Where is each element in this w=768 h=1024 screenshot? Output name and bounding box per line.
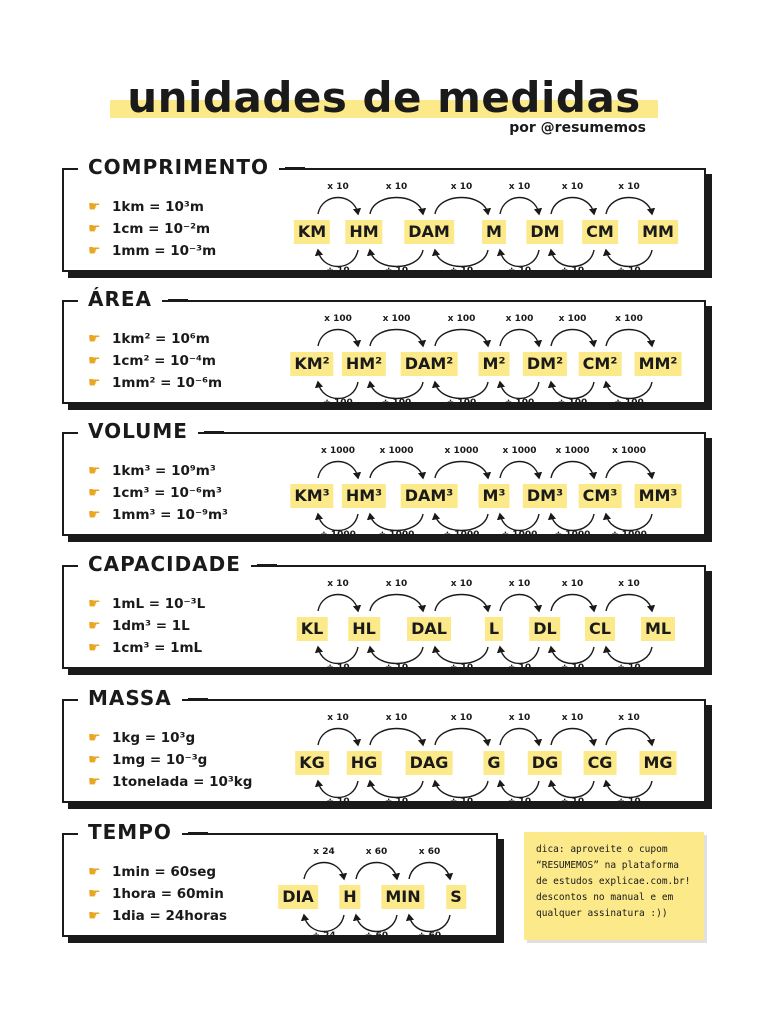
fact-text: 1cm² = 10⁻⁴m — [112, 353, 216, 369]
pointing-hand-icon: ☛ — [88, 199, 101, 215]
fact-text: 1cm³ = 10⁻⁶m³ — [112, 485, 222, 501]
divide-label: ÷ 1000 — [554, 530, 591, 540]
section-capacidade — [62, 552, 706, 673]
pointing-hand-icon: ☛ — [88, 864, 101, 880]
fact-item — [88, 350, 222, 372]
multiply-label: x 10 — [450, 182, 473, 192]
multiply-label: x 100 — [558, 314, 587, 324]
divide-arrow — [500, 647, 539, 664]
multiply-arrow — [551, 198, 594, 215]
conversion-strip — [282, 709, 692, 813]
multiply-label: x 10 — [385, 579, 408, 589]
divide-label: ÷ 10 — [384, 663, 409, 673]
conversion-strip — [282, 178, 692, 282]
unit-chip: DAM³ — [401, 484, 458, 508]
unit-chip: MIN — [381, 885, 424, 909]
multiply-label: x 100 — [324, 314, 352, 324]
multiply-arrow — [551, 729, 594, 746]
fact-item — [88, 615, 205, 637]
divide-arrow — [500, 382, 539, 399]
tip-line: dica: aproveite o cupom — [536, 844, 668, 855]
divide-arrow — [370, 382, 423, 399]
section-tempo — [62, 820, 498, 941]
multiply-arrow — [318, 462, 358, 479]
divide-arrow — [318, 250, 358, 267]
divide-label: ÷ 10 — [326, 797, 350, 807]
divide-arrow — [435, 514, 488, 531]
divide-arrow — [551, 514, 594, 531]
multiply-label: x 60 — [418, 847, 441, 857]
divide-label: ÷ 1000 — [611, 530, 647, 540]
unit-chip: CL — [585, 617, 615, 641]
unit-chip: DM³ — [523, 484, 567, 508]
multiply-arrow — [356, 863, 397, 880]
fact-text: 1dm³ = 1L — [112, 618, 190, 634]
divide-label: ÷ 10 — [560, 266, 585, 276]
unit-chip: DAL — [407, 617, 451, 641]
unit-chip: KM — [294, 220, 330, 244]
fact-text: 1tonelada = 10³kg — [112, 774, 253, 790]
divide-arrow — [551, 382, 594, 399]
divide-arrow — [409, 915, 450, 932]
multiply-arrow — [500, 198, 539, 215]
divide-label: ÷ 10 — [326, 266, 350, 276]
multiply-arrow — [551, 462, 594, 479]
divide-arrow — [318, 647, 358, 664]
facts-list — [88, 593, 205, 659]
divide-arrow — [318, 781, 358, 798]
divide-label: ÷ 1000 — [443, 530, 480, 540]
divide-label: ÷ 100 — [381, 398, 412, 408]
multiply-arrow — [500, 462, 539, 479]
tip-line: de estudos explicae.com.br! — [536, 876, 691, 887]
fact-text: 1km² = 10⁶m — [112, 331, 210, 347]
divide-arrow — [551, 250, 594, 267]
multiply-label: x 10 — [618, 713, 640, 723]
page-subtitle: por @resumemos — [509, 120, 646, 136]
fact-text: 1kg = 10³g — [112, 730, 196, 746]
divide-arrow — [606, 250, 652, 267]
divide-arrow — [435, 250, 488, 267]
fact-text: 1mm³ = 10⁻⁹m³ — [112, 507, 228, 523]
section-title: MASSA — [78, 684, 182, 712]
divide-arrow — [435, 781, 488, 798]
multiply-arrow — [500, 595, 539, 612]
divide-label: ÷ 10 — [507, 797, 532, 807]
pointing-hand-icon: ☛ — [88, 596, 101, 612]
page-title: unidades de medidas — [127, 73, 641, 122]
pointing-hand-icon: ☛ — [88, 618, 101, 634]
divide-label: ÷ 1000 — [320, 530, 356, 540]
fact-item — [88, 883, 227, 905]
divide-label: ÷ 10 — [449, 266, 474, 276]
fact-text: 1cm = 10⁻²m — [112, 221, 211, 237]
conversion-strip — [282, 442, 692, 546]
unit-chip: KM² — [290, 352, 333, 376]
divide-label: ÷ 10 — [449, 797, 474, 807]
multiply-label: x 10 — [618, 579, 640, 589]
section-comprimento — [62, 155, 706, 276]
multiply-label: x 100 — [615, 314, 643, 324]
unit-chip: MM² — [635, 352, 682, 376]
unit-chip: HM³ — [342, 484, 386, 508]
divide-label: ÷ 100 — [614, 398, 644, 408]
multiply-label: x 10 — [508, 579, 531, 589]
section-area — [62, 287, 706, 408]
unit-chip: DM — [526, 220, 563, 244]
divide-arrow — [606, 382, 652, 399]
unit-chip: DAM — [404, 220, 454, 244]
multiply-arrow — [500, 729, 539, 746]
pointing-hand-icon: ☛ — [88, 886, 101, 902]
fact-item — [88, 482, 228, 504]
unit-chip: MM³ — [635, 484, 682, 508]
multiply-arrow — [370, 198, 423, 215]
pointing-hand-icon: ☛ — [88, 331, 101, 347]
divide-arrow — [435, 382, 488, 399]
unit-chip: KL — [297, 617, 328, 641]
multiply-label: x 1000 — [612, 446, 646, 456]
unit-chip: G — [483, 751, 504, 775]
multiply-arrow — [318, 595, 358, 612]
fact-item — [88, 771, 252, 793]
pointing-hand-icon: ☛ — [88, 640, 101, 656]
unit-chip: HL — [348, 617, 380, 641]
pointing-hand-icon: ☛ — [88, 507, 101, 523]
fact-item — [88, 504, 228, 526]
divide-arrow — [356, 915, 397, 932]
divide-label: ÷ 10 — [617, 663, 641, 673]
divide-arrow — [500, 781, 539, 798]
multiply-arrow — [370, 595, 423, 612]
fact-item — [88, 727, 252, 749]
divide-arrow — [318, 382, 358, 399]
divide-arrow — [304, 915, 344, 932]
multiply-arrow — [318, 729, 358, 746]
fact-item — [88, 240, 216, 262]
divide-label: ÷ 10 — [384, 797, 409, 807]
divide-label: ÷ 10 — [507, 663, 532, 673]
multiply-label: x 10 — [385, 713, 408, 723]
unit-chip: DL — [529, 617, 560, 641]
multiply-label: x 10 — [385, 182, 408, 192]
fact-text: 1mm = 10⁻³m — [112, 243, 217, 259]
multiply-arrow — [435, 198, 488, 215]
unit-chip: M³ — [479, 484, 510, 508]
multiply-label: x 1000 — [444, 446, 479, 456]
fact-text: 1mm² = 10⁻⁶m — [112, 375, 223, 391]
multiply-label: x 10 — [450, 713, 473, 723]
pointing-hand-icon: ☛ — [88, 485, 101, 501]
divide-label: ÷ 60 — [364, 931, 389, 941]
divide-label: ÷ 10 — [326, 663, 350, 673]
pointing-hand-icon: ☛ — [88, 463, 101, 479]
unit-chip: DM² — [523, 352, 567, 376]
fact-text: 1dia = 24horas — [112, 908, 227, 924]
divide-label: ÷ 10 — [449, 663, 474, 673]
multiply-label: x 10 — [327, 579, 349, 589]
multiply-label: x 1000 — [321, 446, 355, 456]
unit-chip: HM — [345, 220, 382, 244]
unit-chip: CM — [582, 220, 618, 244]
multiply-arrow — [409, 863, 450, 880]
conversion-strip — [282, 575, 692, 679]
multiply-label: x 1000 — [555, 446, 590, 456]
unit-chip: S — [446, 885, 466, 909]
unit-chip: MM — [638, 220, 678, 244]
multiply-label: x 10 — [561, 579, 584, 589]
multiply-arrow — [435, 330, 488, 347]
multiply-label: x 10 — [327, 182, 349, 192]
fact-item — [88, 196, 216, 218]
divide-label: ÷ 10 — [560, 663, 585, 673]
multiply-arrow — [435, 729, 488, 746]
multiply-arrow — [318, 198, 358, 215]
tip-line: “RESUMEMOS” na plataforma — [536, 860, 679, 871]
multiply-label: x 100 — [382, 314, 411, 324]
unit-chip: H — [339, 885, 360, 909]
divide-arrow — [500, 250, 539, 267]
multiply-arrow — [606, 595, 652, 612]
multiply-label: x 100 — [447, 314, 476, 324]
unit-chip: HG — [347, 751, 382, 775]
fact-item — [88, 328, 222, 350]
facts-list — [88, 196, 216, 262]
unit-chip: CM² — [579, 352, 622, 376]
fact-item — [88, 593, 205, 615]
fact-text: 1km = 10³m — [112, 199, 204, 215]
multiply-arrow — [370, 462, 423, 479]
divide-arrow — [435, 647, 488, 664]
divide-label: ÷ 10 — [507, 266, 532, 276]
multiply-arrow — [318, 330, 358, 347]
pointing-hand-icon: ☛ — [88, 353, 101, 369]
multiply-label: x 10 — [561, 713, 584, 723]
divide-arrow — [370, 781, 423, 798]
fact-item — [88, 749, 252, 771]
multiply-arrow — [304, 863, 344, 880]
divide-label: ÷ 24 — [312, 931, 336, 941]
tip-line: qualquer assinatura :)) — [536, 908, 668, 919]
multiply-label: x 1000 — [502, 446, 537, 456]
divide-label: ÷ 100 — [557, 398, 588, 408]
multiply-arrow — [370, 330, 423, 347]
tip-note — [524, 832, 704, 940]
fact-text: 1mg = 10⁻³g — [112, 752, 208, 768]
divide-label: ÷ 60 — [417, 931, 442, 941]
unit-chip: ML — [641, 617, 675, 641]
section-title: ÁREA — [78, 285, 162, 313]
fact-item — [88, 861, 227, 883]
title-block — [0, 70, 768, 126]
divide-label: ÷ 10 — [384, 266, 409, 276]
facts-list — [88, 861, 227, 927]
divide-arrow — [318, 514, 358, 531]
unit-chip: DIA — [278, 885, 318, 909]
multiply-arrow — [606, 462, 652, 479]
divide-label: ÷ 100 — [504, 398, 535, 408]
fact-text: 1cm³ = 1mL — [112, 640, 203, 656]
multiply-arrow — [370, 729, 423, 746]
unit-chip: DAM² — [401, 352, 458, 376]
fact-text: 1km³ = 10⁹m³ — [112, 463, 216, 479]
section-volume — [62, 419, 706, 540]
multiply-label: x 100 — [505, 314, 534, 324]
multiply-label: x 10 — [450, 579, 473, 589]
multiply-label: x 10 — [327, 713, 349, 723]
divide-label: ÷ 10 — [617, 797, 641, 807]
facts-list — [88, 328, 222, 394]
pointing-hand-icon: ☛ — [88, 221, 101, 237]
unit-chip: L — [485, 617, 503, 641]
facts-list — [88, 727, 252, 793]
multiply-label: x 24 — [313, 847, 335, 857]
divide-arrow — [500, 514, 539, 531]
divide-arrow — [370, 250, 423, 267]
pointing-hand-icon: ☛ — [88, 752, 101, 768]
divide-label: ÷ 10 — [560, 797, 585, 807]
unit-chip: CG — [584, 751, 617, 775]
divide-arrow — [606, 647, 652, 664]
multiply-label: x 10 — [618, 182, 640, 192]
unit-chip: KM³ — [290, 484, 333, 508]
divide-arrow — [606, 781, 652, 798]
divide-arrow — [551, 781, 594, 798]
unit-chip: DAG — [406, 751, 453, 775]
divide-label: ÷ 100 — [323, 398, 353, 408]
fact-text: 1hora = 60min — [112, 886, 224, 902]
facts-list — [88, 460, 228, 526]
fact-item — [88, 372, 222, 394]
tip-line: descontos no manual e em — [536, 892, 674, 903]
fact-text: 1mL = 10⁻³L — [112, 596, 206, 612]
divide-arrow — [606, 514, 652, 531]
divide-label: ÷ 100 — [446, 398, 477, 408]
multiply-label: x 10 — [508, 182, 531, 192]
multiply-arrow — [500, 330, 539, 347]
fact-text: 1min = 60seg — [112, 864, 217, 880]
multiply-arrow — [606, 330, 652, 347]
divide-label: ÷ 1000 — [501, 530, 538, 540]
multiply-arrow — [435, 462, 488, 479]
multiply-arrow — [606, 729, 652, 746]
fact-item — [88, 905, 227, 927]
pointing-hand-icon: ☛ — [88, 375, 101, 391]
divide-arrow — [551, 647, 594, 664]
section-title: COMPRIMENTO — [78, 153, 279, 181]
section-title: TEMPO — [78, 818, 182, 846]
divide-arrow — [370, 647, 423, 664]
unit-chip: M — [482, 220, 506, 244]
section-title: CAPACIDADE — [78, 550, 251, 578]
unit-chip: DG — [528, 751, 562, 775]
section-title: VOLUME — [78, 417, 198, 445]
fact-item — [88, 637, 205, 659]
unit-chip: KG — [295, 751, 329, 775]
unit-chip: HM² — [342, 352, 386, 376]
section-massa — [62, 686, 706, 807]
unit-chip: M² — [479, 352, 510, 376]
unit-chip: MG — [639, 751, 676, 775]
divide-arrow — [370, 514, 423, 531]
pointing-hand-icon: ☛ — [88, 774, 101, 790]
unit-chip: CM³ — [579, 484, 622, 508]
multiply-label: x 10 — [561, 182, 584, 192]
divide-label: ÷ 1000 — [378, 530, 415, 540]
multiply-arrow — [551, 595, 594, 612]
multiply-arrow — [551, 330, 594, 347]
conversion-strip — [282, 310, 692, 414]
pointing-hand-icon: ☛ — [88, 730, 101, 746]
multiply-label: x 1000 — [379, 446, 414, 456]
multiply-label: x 10 — [508, 713, 531, 723]
fact-item — [88, 218, 216, 240]
fact-item — [88, 460, 228, 482]
pointing-hand-icon: ☛ — [88, 243, 101, 259]
multiply-label: x 60 — [365, 847, 388, 857]
pointing-hand-icon: ☛ — [88, 908, 101, 924]
divide-label: ÷ 10 — [617, 266, 641, 276]
multiply-arrow — [606, 198, 652, 215]
multiply-arrow — [435, 595, 488, 612]
